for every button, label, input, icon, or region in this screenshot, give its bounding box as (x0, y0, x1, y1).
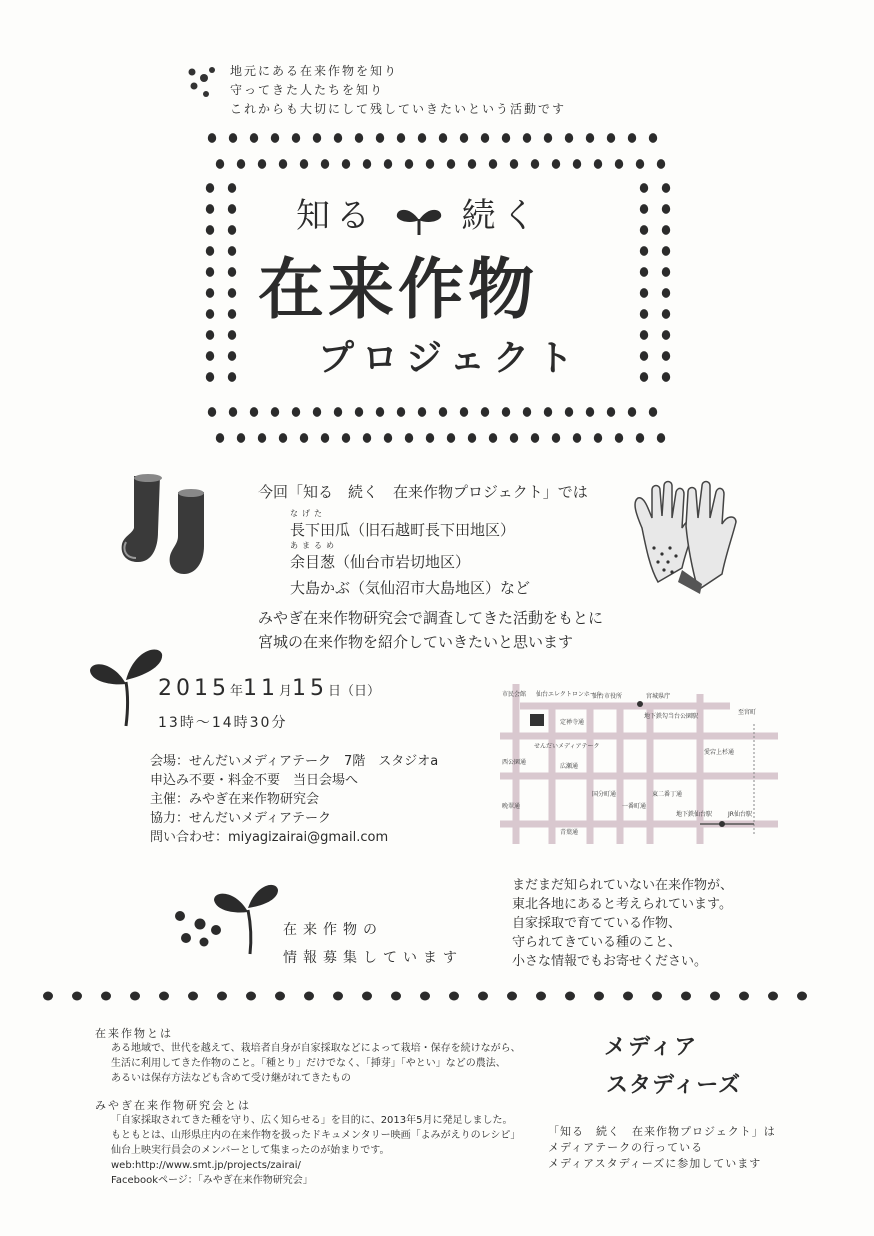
map-label-jozenji: 定禅寺通 (560, 719, 585, 726)
frame-dot (662, 309, 670, 319)
title-main: 在来作物 (258, 250, 538, 328)
date-weekday: （日） (341, 684, 381, 699)
list-item-text: 大島かぶ（気仙沼市大島地区）など (290, 579, 531, 597)
frame-dot (640, 309, 648, 319)
frame-dot (206, 246, 214, 256)
frame-dot (228, 183, 236, 193)
frame-dot (206, 267, 214, 277)
divider-dot (507, 992, 517, 1001)
frame-dot (216, 159, 224, 169)
frame-dot (271, 407, 279, 417)
divider-dot (217, 992, 227, 1001)
frame-dot (342, 159, 350, 169)
divider-dot (246, 992, 256, 1001)
media-studies-logo-line1: メディア (604, 1035, 699, 1060)
frame-dot (384, 159, 392, 169)
frame-dot (228, 267, 236, 277)
frame-dot (594, 159, 602, 169)
frame-dot (292, 407, 300, 417)
frame-dot (405, 433, 413, 443)
frame-dot (628, 133, 636, 143)
intro-line: これからも大切にして残していきたいという活動です (230, 102, 567, 116)
frame-dot (384, 433, 392, 443)
divider-dot (478, 992, 488, 1001)
sprout-large-icon (88, 640, 168, 734)
media-studies-logo-line2: スタディーズ (606, 1073, 742, 1098)
frame-dot (321, 159, 329, 169)
message-line: 東北各地にあると考えられています。 (512, 897, 732, 912)
frame-dot (662, 267, 670, 277)
frame-dot (229, 133, 237, 143)
detail-organizer: 主催：みやぎ在来作物研究会 (150, 792, 320, 807)
frame-dot (321, 433, 329, 443)
frame-dot (640, 204, 648, 214)
frame-dot (510, 433, 518, 443)
frame-dot (229, 407, 237, 417)
divider-dot (43, 992, 53, 1001)
decorative-dots-icon (186, 66, 222, 104)
divider-dot (362, 992, 372, 1001)
frame-dot (228, 204, 236, 214)
map-label-aoba: 青葉通 (560, 829, 579, 836)
frame-dot (397, 407, 405, 417)
about-kenkyukai-heading: みやぎ在来作物研究会とは (95, 1099, 251, 1112)
message-line: まだまだ知られていない在来作物が、 (512, 878, 734, 893)
about-kenkyukai-web: web:http://www.smt.jp/projects/zairai/ (111, 1160, 301, 1171)
frame-dot (206, 225, 214, 235)
divider-dot (275, 992, 285, 1001)
frame-dot (502, 133, 510, 143)
frame-dot (237, 433, 245, 443)
frame-dot (552, 433, 560, 443)
frame-dot (208, 133, 216, 143)
frame-dot (573, 159, 581, 169)
map-label-hirose: 広瀬通 (560, 763, 579, 770)
frame-dot (662, 288, 670, 298)
frame-dot (594, 433, 602, 443)
access-map (500, 684, 778, 844)
divider-dot (652, 992, 662, 1001)
about-zairai-line: あるいは保存方法なども含めて受け継がれてきたもの (111, 1073, 351, 1084)
frame-dot (640, 225, 648, 235)
collect-line2: 情報募集しています (283, 950, 463, 966)
frame-dot (216, 433, 224, 443)
frame-dot (649, 407, 657, 417)
frame-dot (250, 133, 258, 143)
frame-dot (615, 159, 623, 169)
divider-dot (101, 992, 111, 1001)
event-date (158, 676, 380, 701)
intro-line: 地元にある在来作物を知り (230, 64, 399, 78)
sprout-icon (393, 203, 445, 233)
frame-dot (206, 204, 214, 214)
detail-venue: 会場：せんだいメディアテーク 7階 スタジオa (150, 754, 439, 769)
date-year-unit: 年 (230, 684, 244, 699)
frame-dot (640, 372, 648, 382)
divider-dot (304, 992, 314, 1001)
about-kenkyukai-line: 「自家採取されてきた種を守り、広く知らせる」を目的に、2013年5月に発足しました。 (111, 1115, 513, 1126)
frame-dot (313, 407, 321, 417)
divider-dot (594, 992, 604, 1001)
frame-dot (206, 330, 214, 340)
frame-dot (405, 159, 413, 169)
event-details (150, 752, 438, 847)
closing-line: みやぎ在来作物研究会で調査してきた活動をもとに (258, 609, 604, 627)
frame-dot (397, 133, 405, 143)
intro-text (230, 62, 566, 119)
project-lead: 今回「知る 続く 在来作物プロジェクト」では (258, 483, 588, 501)
about-kenkyukai-line: もともとは、山形県庄内の在来作物を扱ったドキュメンタリー映画「よみがえりのレシピ」 (111, 1130, 521, 1141)
message-line: 守られてきている種のこと、 (512, 935, 682, 950)
frame-dot (640, 183, 648, 193)
frame-dot (271, 133, 279, 143)
divider-dot (420, 992, 430, 1001)
ruby-text: あまるめ (290, 541, 338, 550)
divider-dot (536, 992, 546, 1001)
list-item-text: 長下田瓜（旧石越町長下田地区） (290, 521, 516, 539)
frame-dot (489, 159, 497, 169)
project-closing (258, 606, 603, 654)
map-label-subway-sendai: 地下鉄仙台駅 (676, 811, 713, 818)
map-label-electron: 仙台エレクトロンホール (536, 691, 602, 698)
divider-dot (710, 992, 720, 1001)
frame-dot (376, 133, 384, 143)
map-label-chuo: 愛宕上杉通 (704, 749, 735, 756)
frame-dot (628, 407, 636, 417)
frame-dot (531, 159, 539, 169)
divider-dot (188, 992, 198, 1001)
frame-dot (447, 433, 455, 443)
divider-dot (449, 992, 459, 1001)
frame-dot (334, 407, 342, 417)
frame-dot (237, 159, 245, 169)
frame-dot (657, 159, 665, 169)
list-item (290, 542, 530, 574)
frame-dot (502, 407, 510, 417)
frame-dot (300, 159, 308, 169)
title-tsuzuku: 続く (461, 196, 542, 236)
frame-dot (544, 407, 552, 417)
boots-icon (112, 470, 232, 586)
message-line: 小さな情報でもお寄せください。 (512, 954, 708, 969)
frame-dot (279, 159, 287, 169)
frame-dot (607, 133, 615, 143)
frame-dot (640, 246, 648, 256)
frame-dot (460, 133, 468, 143)
collect-text (283, 916, 463, 972)
frame-dot (228, 309, 236, 319)
frame-dot (439, 133, 447, 143)
frame-dot (258, 159, 266, 169)
frame-dot (363, 159, 371, 169)
frame-dot (640, 351, 648, 361)
frame-dot (523, 407, 531, 417)
frame-dot (418, 407, 426, 417)
message-line: 自家採取で育てている作物、 (512, 916, 682, 931)
closing-line: 宮城の在来作物を紹介していきたいと思います (258, 633, 574, 651)
frame-dot (228, 246, 236, 256)
map-label-sendai-station: JR仙台駅 (728, 811, 752, 818)
frame-dot (544, 133, 552, 143)
about-kenkyukai-line: 仙台上映実行員会のメンバーとして集まったのが始まりです。 (111, 1145, 390, 1156)
map-label-shiyakusho: 仙台市役所 (592, 693, 623, 700)
intro-line: 守ってきた人たちを知り (230, 83, 385, 97)
frame-dot (481, 133, 489, 143)
frame-dot (640, 288, 648, 298)
frame-dot (662, 183, 670, 193)
divider-dot (739, 992, 749, 1001)
title-sub: プロジェクト (318, 338, 582, 379)
frame-dot (439, 407, 447, 417)
frame-dot (586, 407, 594, 417)
map-label-mediatheque: せんだいメディアテーク (534, 743, 600, 750)
list-item (290, 576, 530, 600)
media-text-line: 「知る 続く 在来作物プロジェクト」は (548, 1125, 776, 1138)
divider-dot (797, 992, 807, 1001)
frame-dot (573, 433, 581, 443)
detail-cooperation: 協力：せんだいメディアテーク (150, 811, 331, 826)
map-label-kokubuncho: 国分町通 (592, 791, 617, 798)
map-label-ichibancho: 一番町通 (622, 803, 647, 810)
frame-dot (228, 351, 236, 361)
gloves-icon (622, 478, 752, 602)
frame-dot (206, 183, 214, 193)
frame-dot (510, 159, 518, 169)
frame-dot (565, 407, 573, 417)
map-label-kencho: 宮城県庁 (646, 693, 671, 700)
date-year: 2015 (158, 676, 230, 701)
divider-dot (159, 992, 169, 1001)
frame-dot (334, 133, 342, 143)
map-label-shoutengai: 至宮町 (738, 709, 757, 716)
frame-dot (206, 372, 214, 382)
divider-dot (72, 992, 82, 1001)
list-item-text: 余目葱（仙台市岩切地区） (290, 553, 471, 571)
frame-dot (662, 351, 670, 361)
date-day: 15 (292, 676, 329, 701)
frame-dot (206, 288, 214, 298)
frame-dot (640, 267, 648, 277)
frame-dot (607, 407, 615, 417)
map-label-shimin: 市民会館 (502, 691, 527, 698)
frame-dot (208, 407, 216, 417)
about-zairai-line: 生活に利用してきた作物のこと。「種とり」だけでなく、「挿芽」「やとい」などの農法、 (111, 1058, 506, 1069)
frame-dot (636, 159, 644, 169)
dotted-divider (40, 986, 840, 1006)
media-studies-text (548, 1124, 776, 1172)
about-zairai-line: ある地域で、世代を越えて、栽培者自身が自家採取などによって栽培・保存を続けながら、 (111, 1043, 521, 1054)
divider-dot (130, 992, 140, 1001)
divider-dot (565, 992, 575, 1001)
frame-dot (300, 433, 308, 443)
frame-dot (552, 159, 560, 169)
ruby-text: なげた (290, 509, 326, 518)
frame-dot (662, 204, 670, 214)
frame-dot (426, 433, 434, 443)
about-zairai (95, 1026, 521, 1086)
frame-dot (355, 407, 363, 417)
frame-dot (355, 133, 363, 143)
frame-dot (292, 133, 300, 143)
frame-dot (313, 133, 321, 143)
frame-dot (250, 407, 258, 417)
frame-dot (258, 433, 266, 443)
frame-dot (228, 372, 236, 382)
frame-dot (649, 133, 657, 143)
frame-dot (228, 330, 236, 340)
frame-dot (640, 330, 648, 340)
divider-dot (391, 992, 401, 1001)
project-item-list (290, 510, 530, 600)
date-month-unit: 月 (279, 684, 293, 699)
frame-dot (426, 159, 434, 169)
list-item (290, 510, 530, 542)
frame-dot (586, 133, 594, 143)
map-label-higashi: 東二番丁通 (652, 791, 683, 798)
frame-dot (206, 351, 214, 361)
frame-dot (565, 133, 573, 143)
collect-line1: 在来作物の (283, 922, 383, 938)
frame-dot (662, 225, 670, 235)
frame-dot (531, 433, 539, 443)
about-kenkyukai (95, 1098, 520, 1188)
frame-dot (363, 433, 371, 443)
frame-dot (523, 133, 531, 143)
collect-message (512, 876, 733, 971)
media-text-line: メディアテークの行っている (548, 1141, 704, 1154)
frame-dot (468, 159, 476, 169)
frame-dot (615, 433, 623, 443)
frame-dot (447, 159, 455, 169)
frame-dot (636, 433, 644, 443)
map-label-kotodai: 地下鉄勾当台公園駅 (644, 713, 699, 720)
frame-dot (489, 433, 497, 443)
divider-dot (681, 992, 691, 1001)
divider-dot (623, 992, 633, 1001)
event-time: 13時〜14時30分 (158, 715, 288, 731)
map-label-nishi-koen: 西公園通 (502, 759, 527, 766)
title-line1 (296, 188, 542, 237)
frame-dot (418, 133, 426, 143)
date-day-unit: 日 (328, 684, 342, 699)
frame-dot (228, 288, 236, 298)
frame-dot (376, 407, 384, 417)
detail-fee: 申込み不要・料金不要 当日会場へ (150, 773, 359, 788)
frame-dot (662, 246, 670, 256)
divider-dot (768, 992, 778, 1001)
frame-dot (279, 433, 287, 443)
title-shiru: 知る (296, 196, 376, 236)
about-kenkyukai-facebook: Facebookページ：「みやぎ在来作物研究会」 (111, 1175, 313, 1186)
media-text-line: メディアスタディーズに参加しています (548, 1157, 762, 1170)
frame-dot (481, 407, 489, 417)
frame-dot (657, 433, 665, 443)
frame-dot (342, 433, 350, 443)
frame-dot (460, 407, 468, 417)
frame-dot (662, 330, 670, 340)
divider-dot (333, 992, 343, 1001)
about-zairai-heading: 在来作物とは (95, 1027, 173, 1040)
frame-dot (662, 372, 670, 382)
frame-dot (206, 309, 214, 319)
detail-contact: 問い合わせ：miyagizairai@gmail.com (150, 830, 389, 845)
date-month: 11 (243, 676, 280, 701)
map-label-kasuga: 晩翠通 (502, 803, 521, 810)
frame-dot (228, 225, 236, 235)
seeds-sprout-icon (170, 876, 280, 960)
frame-dot (468, 433, 476, 443)
